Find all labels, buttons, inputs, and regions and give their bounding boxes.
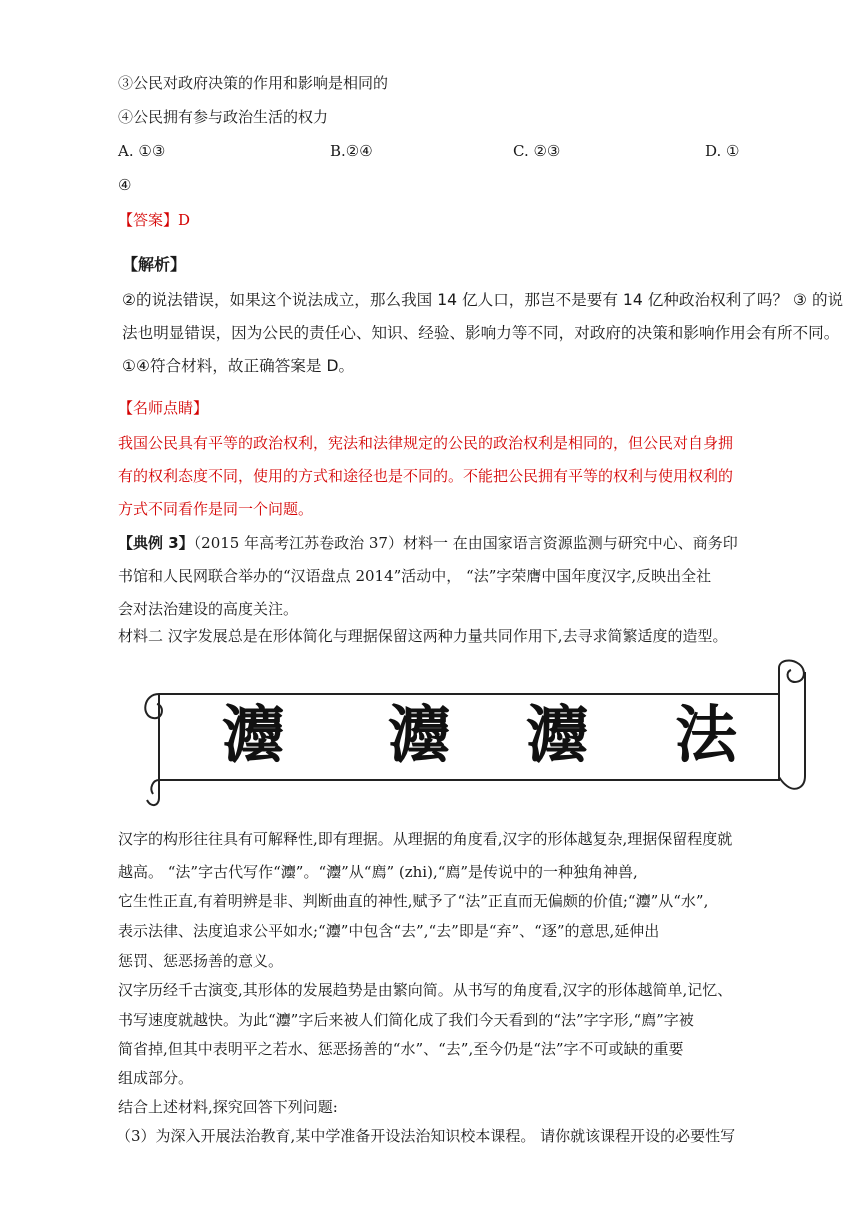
body-line-10: 结合上述材料,探究回答下列问题:: [118, 1098, 338, 1116]
analysis-line-3: ①④符合材料，故正确答案是 D。: [122, 357, 355, 375]
body-line-6: 汉字历经千古演变,其形体的发展趋势是由繁向简。从书写的角度看,汉字的形体越简单,记忆、: [118, 981, 733, 999]
option-d-continuation: ④: [118, 176, 132, 194]
example-label: 【典例 3】: [118, 534, 194, 552]
scroll-glyph-1: 灋: [222, 698, 285, 771]
body-line-8: 简省掉,但其中表明平之若水、惩恶扬善的“水”、“去”,至今仍是“法”字不可或缺的重要: [118, 1040, 684, 1058]
body-line-5: 惩罚、惩恶扬善的意义。: [118, 952, 284, 970]
scroll-glyph-2: 灋: [388, 698, 451, 771]
answer-label: 【答案】: [118, 211, 179, 229]
example-line-1: [118, 533, 738, 553]
option-a: A. ①③: [118, 142, 166, 160]
body-line-3: 它生性正直,有着明辨是非、判断曲直的神性,赋予了“法”正直而无偏颇的价值;“灋”从“水”,: [118, 892, 709, 910]
option-b: B.②④: [330, 142, 373, 160]
scroll-glyph-3: 灋: [526, 698, 589, 771]
tips-heading: 【名师点睛】: [118, 399, 209, 417]
tips-line-2: 有的权利态度不同，使用的方式和途径也是不同的。不能把公民拥有平等的权利与使用权利的: [118, 467, 734, 485]
option-d: D. ①: [705, 142, 740, 160]
body-line-2: 越高。 “法”字古代写作“灋”。“灋”从“廌” (zhi),“廌”是传说中的一种独角神兽,: [118, 863, 638, 881]
body-line-7: 书写速度就越快。为此“灋”字后来被人们简化成了我们今天看到的“法”字字形,“廌”字被: [118, 1011, 694, 1029]
question-item-4: ④公民拥有参与政治生活的权力: [118, 108, 329, 126]
answer-value: D: [178, 211, 191, 229]
analysis-heading: 【解析】: [122, 255, 187, 274]
question-item-3: ③公民对政府决策的作用和影响是相同的: [118, 74, 389, 92]
body-line-4: 表示法律、法度追求公平如水;“灋”中包含“去”,“去”即是“弃”、“逐”的意思,延伸出: [118, 922, 660, 940]
example-line-3: 会对法治建设的高度关注。: [118, 600, 299, 618]
tips-line-3: 方式不同看作是同一个问题。: [118, 500, 314, 518]
answer-line: [118, 210, 190, 230]
body-line-9: 组成部分。: [118, 1069, 194, 1087]
body-line-1: 汉字的构形往往具有可解释性,即有理据。从理据的角度看,汉字的形体越复杂,理据保留程度就: [118, 830, 733, 848]
example-text-1: （2015 年高考江苏卷政治 37）材料一 在由国家语言资源监测与研究中心、商务印: [193, 534, 738, 552]
option-c: C. ②③: [513, 142, 561, 160]
analysis-line-1: ②的说法错误，如果这个说法成立，那么我国 14 亿人口，那岂不是要有 14 亿种政治权利了吗？ ③ 的说: [122, 291, 844, 309]
body-line-11: （3）为深入开展法治教育,某中学准备开设法治知识校本课程。 请你就该课程开设的必要性写: [116, 1127, 736, 1145]
example-line-2: 书馆和人民网联合举办的“汉语盘点 2014”活动中， “法”字荣膺中国年度汉字,反映出全社: [118, 567, 712, 585]
example-line-4: 材料二 汉字发展总是在形体简化与理据保留这两种力量共同作用下,去寻求简繁适度的造型。: [118, 627, 728, 645]
analysis-line-2: 法也明显错误，因为公民的责任心、知识、经验、影响力等不同，对政府的决策和影响作用会有所不同。: [122, 324, 840, 342]
scroll-glyph-4: 法: [675, 698, 738, 771]
tips-line-1: 我国公民具有平等的政治权利，宪法和法律规定的公民的政治权利是相同的，但公民对自身拥: [118, 434, 734, 452]
